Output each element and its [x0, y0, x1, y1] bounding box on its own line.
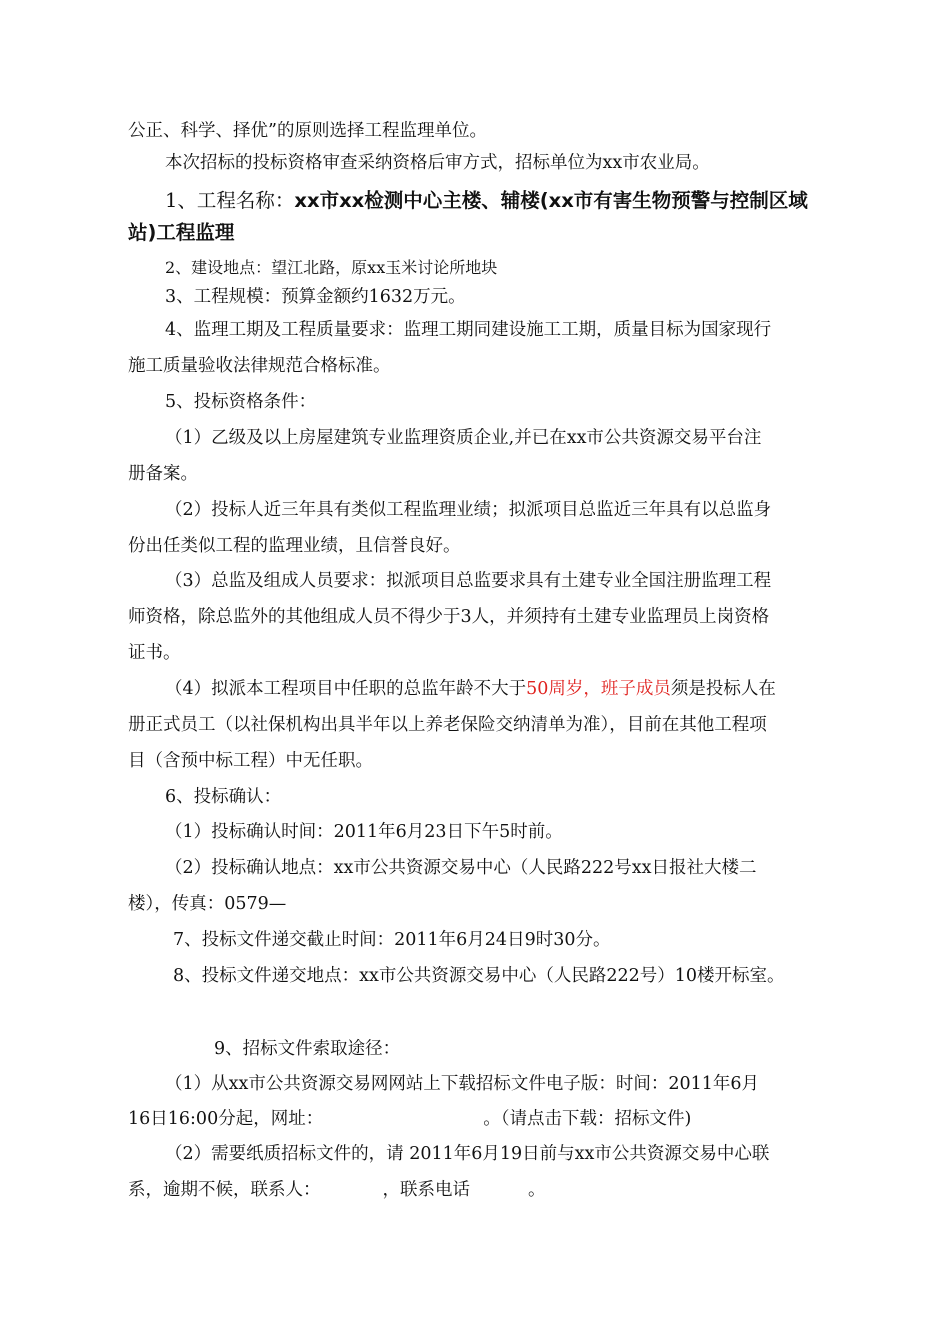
project-name-value: xx市xx检测中心主楼、辅楼(xx市有害生物预警与控制区域: [294, 189, 808, 212]
text-line: 册备案。: [128, 464, 198, 484]
text-line: （1）乙级及以上房屋建筑专业监理资质企业,并已在xx市公共资源交易平台注: [165, 428, 762, 448]
text-line: 证书。: [128, 643, 181, 663]
text-line: （3）总监及组成人员要求：拟派项目总监要求具有土建专业全国注册监理工程: [165, 571, 772, 591]
text-line: （2）投标人近三年具有类似工程监理业绩；拟派项目总监近三年具有以总监身: [165, 500, 772, 520]
text-line: 公正、科学、择优”的原则选择工程监理单位。: [128, 121, 487, 141]
project-name-label: 1、工程名称：: [165, 189, 295, 212]
text-line: 8、投标文件递交地点：xx市公共资源交易中心（人民路222号）10楼开标室。: [173, 966, 785, 986]
section-heading: 6、投标确认：: [165, 787, 282, 807]
text-line-with-blanks: [128, 1177, 546, 1203]
section-heading: 5、投标资格条件：: [165, 392, 317, 412]
section-heading: 9、招标文件索取途径：: [214, 1039, 401, 1059]
text-line-with-blank: [128, 1106, 691, 1132]
text-segment: 须是投标人在: [670, 679, 776, 699]
text-line: 本次招标的投标资格审查采纳资格后审方式，招标单位为xx市农业局。: [165, 153, 710, 173]
text-line: 份出任类似工程的监理业绩，且信誉良好。: [128, 536, 461, 556]
text-line: 楼），传真：0579—: [128, 894, 287, 914]
text-segment: 。: [528, 1180, 546, 1200]
text-line: 7、投标文件递交截止时间：2011年6月24日9时30分。: [173, 930, 611, 950]
text-line: （2）需要纸质招标文件的，请 2011年6月19日前与xx市公共资源交易中心联: [165, 1144, 770, 1164]
text-segment: 系，逾期不候，联系人：: [128, 1180, 321, 1200]
text-segment: 16日16:00分起，网址：: [128, 1109, 324, 1129]
text-line-highlighted: [165, 676, 776, 702]
text-line: 师资格，除总监外的其他组成人员不得少于3人，并须持有土建专业监理员上岗资格: [128, 607, 770, 627]
text-line: 册正式员工（以社保机构出具半年以上养老保险交纳清单为准），目前在其他工程项: [128, 715, 767, 735]
text-segment: ，联系电话: [382, 1180, 470, 1200]
text-segment: （4）拟派本工程项目中任职的总监年龄不大于: [165, 679, 527, 699]
project-name-continued: 站)工程监理: [128, 221, 235, 244]
text-line: （1）从xx市公共资源交易网网站上下载招标文件电子版：时间：2011年6月: [165, 1074, 760, 1094]
text-line: 3、工程规模：预算金额约1632万元。: [165, 287, 466, 307]
text-line: 施工质量验收法律规范合格标准。: [128, 356, 391, 376]
text-line: （2）投标确认地点：xx市公共资源交易中心（人民路222号xx日报社大楼二: [165, 858, 757, 878]
text-line: 目（含预中标工程）中无任职。: [128, 751, 373, 771]
highlighted-text: 50周岁，班子成员: [526, 679, 671, 699]
text-line: 2、建设地点：望江北路，原xx玉米讨论所地块: [165, 258, 498, 277]
project-name-line: [165, 186, 808, 216]
text-segment: 。（请点击下载：招标文件): [483, 1109, 692, 1129]
text-line: （1）投标确认时间：2011年6月23日下午5时前。: [165, 822, 563, 842]
text-line: 4、监理工期及工程质量要求：监理工期同建设施工工期，质量目标为国家现行: [165, 320, 772, 340]
